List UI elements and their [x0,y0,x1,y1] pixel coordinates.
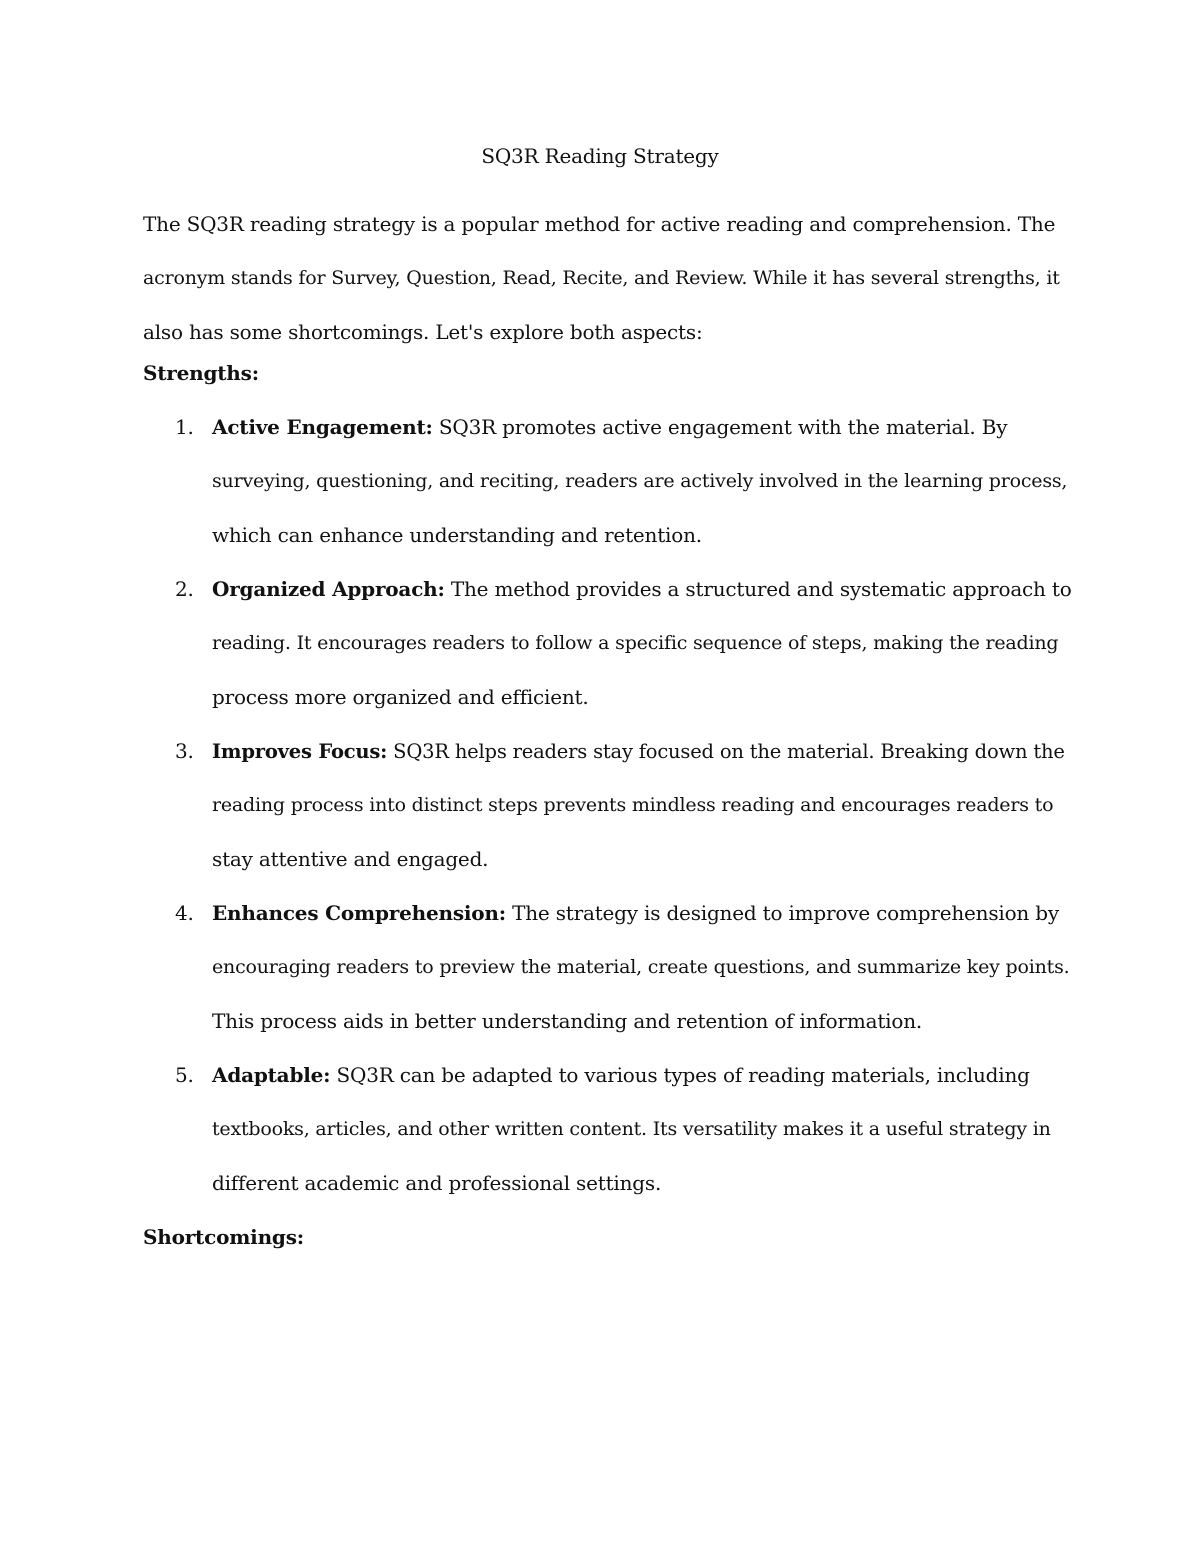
list-item-line [212,576,1072,630]
list-item-line: reading process into distinct steps prevents mindless reading and encourages readers to [212,794,1054,817]
list-item-text: SQ3R helps readers stay focused on the material. Breaking down the [387,740,1065,763]
list-item-line: which can enhance understanding and retention. [212,523,702,548]
list-item-text: SQ3R promotes active engagement with the material. By [432,415,1008,439]
list-item-body [212,738,1072,901]
intro-paragraph [143,197,1073,360]
list-item-line [212,738,1072,792]
list-item-line: different academic and professional settings. [212,1171,662,1196]
list-item-line: textbooks, articles, and other written content. Its versatility makes it a useful strategy in [212,1118,1051,1141]
list-item-text: The strategy is designed to improve comprehension by [505,901,1059,925]
list-item-number: 4. [175,901,194,925]
intro-line: also has some shortcomings. Let's explore both aspects: [143,320,703,345]
list-item-term: Active Engagement: [212,415,433,439]
list-item-number: 2. [175,577,194,601]
list-item-line [212,1062,1072,1116]
list-item-line: surveying, questioning, and reciting, readers are actively involved in the learning process, [212,470,1068,493]
list-item-text: SQ3R can be adapted to various types of reading materials, including [330,1063,1030,1087]
list-item-line [212,414,1072,468]
list-item-number: 5. [175,1063,194,1087]
list-item-body [212,576,1072,739]
list-item-line: process more organized and efficient. [212,685,589,710]
list-item-term: Improves Focus: [212,740,388,763]
list-item-line: encouraging readers to preview the material, create questions, and summarize key points. [212,956,1070,979]
list-item-number: 1. [175,415,194,439]
list-item-body [212,414,1072,577]
list-item-term: Enhances Comprehension: [212,901,506,925]
list-item-line: This process aids in better understanding and retention of information. [212,1009,923,1034]
list-item-number: 3. [175,739,194,763]
intro-line: acronym stands for Survey, Question, Read, Recite, and Review. While it has several strengths, it [143,267,1060,290]
intro-line: The SQ3R reading strategy is a popular method for active reading and comprehension. The [143,212,1056,236]
shortcomings-heading: Shortcomings: [143,1225,304,1249]
list-item-term: Adaptable: [212,1063,331,1087]
list-item-body [212,900,1072,1063]
list-item-term: Organized Approach: [212,577,445,601]
list-item-line: stay attentive and engaged. [212,847,489,872]
document-title: SQ3R Reading Strategy [481,144,719,168]
list-item-line [212,900,1072,954]
list-item-text: The method provides a structured and systematic approach to [444,577,1072,601]
list-item-body [212,1062,1072,1225]
list-item-line: reading. It encourages readers to follow a specific sequence of steps, making the reading [212,632,1059,655]
strengths-heading: Strengths: [143,361,259,385]
